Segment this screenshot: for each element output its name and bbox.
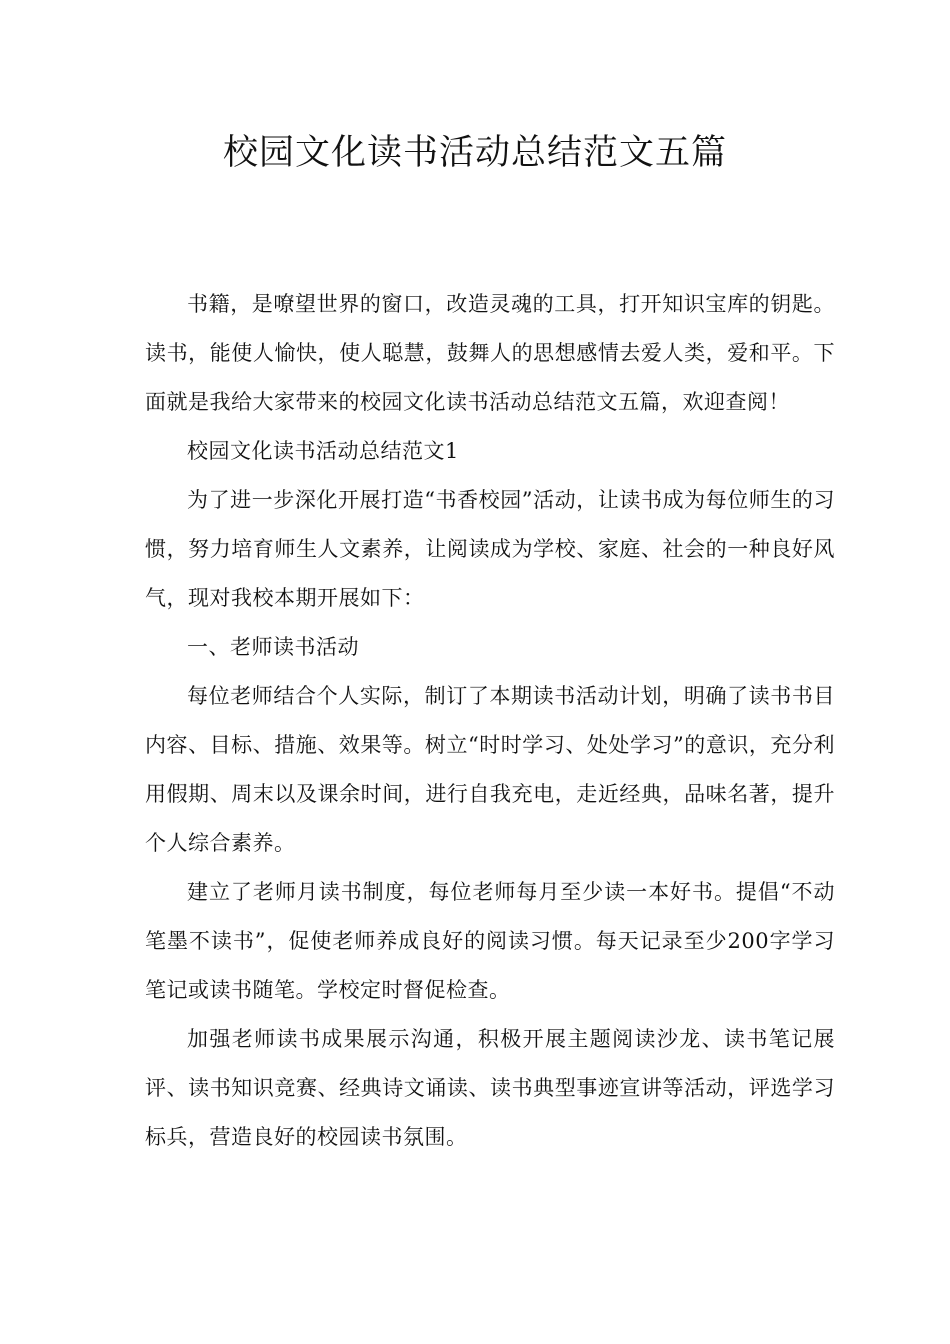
body-paragraph: 每位老师结合个人实际，制订了本期读书活动计划，明确了读书书目内容、目标、措施、效果等。树立“时时学习、处处学习”的意识，充分利用假期、周末以及课余时间，进行自我充电，走近经典，品味名著，提升个人综合素养。 bbox=[145, 684, 835, 855]
body-paragraph: 建立了老师月读书制度，每位老师每月至少读一本好书。提倡“不动笔墨不读书”，促使老师养成良好的阅读习惯。每天记录至少200字学习笔记或读书随笔。学校定时督促检查。 bbox=[145, 880, 835, 1002]
section-heading-teacher-reading: 一、老师读书活动 bbox=[187, 635, 359, 659]
document-body bbox=[145, 280, 835, 1162]
body-paragraph: 加强老师读书成果展示沟通，积极开展主题阅读沙龙、读书笔记展评、读书知识竞赛、经典诗文诵读、读书典型事迹宣讲等活动，评选学习标兵，营造良好的校园读书氛围。 bbox=[145, 1027, 835, 1149]
body-paragraph: 为了进一步深化开展打造“书香校园”活动，让读书成为每位师生的习惯，努力培育师生人文素养，让阅读成为学校、家庭、社会的一种良好风气，现对我校本期开展如下： bbox=[145, 488, 835, 610]
document-title: 校园文化读书活动总结范文五篇 bbox=[222, 133, 727, 173]
intro-paragraph: 书籍，是嘹望世界的窗口，改造灵魂的工具，打开知识宝库的钥匙。读书，能使人愉快，使人聪慧，鼓舞人的思想感情去爱人类，爱和平。下面就是我给大家带来的校园文化读书活动总结范文五篇，欢迎查阅！ bbox=[145, 292, 835, 414]
section-heading-sample-1: 校园文化读书活动总结范文1 bbox=[187, 439, 459, 463]
